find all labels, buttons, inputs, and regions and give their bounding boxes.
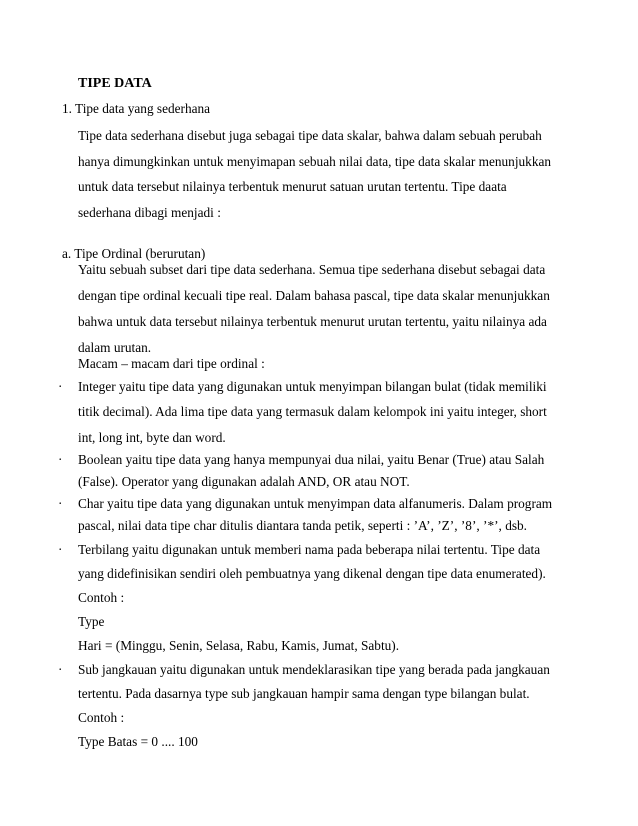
bullet-line: Char yaitu tipe data yang digunakan untuk menyimpan data alfanumeris. Dalam program [78,496,553,511]
paragraph-line: Macam – macam dari tipe ordinal : [78,356,265,371]
bullet-line: (False). Operator yang digunakan adalah AND, OR atau NOT. [78,474,410,489]
bullet-line: Contoh : [78,590,125,605]
bullet-line: Integer yaitu tipe data yang digunakan untuk menyimpan bilangan bulat (tidak memiliki [78,379,547,394]
page-title: TIPE DATA [78,76,152,91]
bullet-marker: · [58,452,63,467]
bullet-line: Type Batas = 0 .... 100 [78,734,198,749]
bullet-marker: · [58,496,63,511]
bullet-marker: · [58,379,63,394]
bullet-line: Type [78,614,105,629]
bullet-line: Terbilang yaitu digunakan untuk memberi nama pada beberapa nilai tertentu. Tipe data [78,542,541,557]
bullet-line: Hari = (Minggu, Senin, Selasa, Rabu, Kamis, Jumat, Sabtu). [78,638,400,653]
paragraph-line: Tipe data sederhana disebut juga sebagai tipe data skalar, bahwa dalam sebuah perubah [78,128,542,143]
bullet-marker: · [58,542,63,557]
paragraph-line: dengan tipe ordinal kecuali tipe real. Dalam bahasa pascal, tipe data skalar menunjukkan [78,288,550,303]
bullet-line: tertentu. Pada dasarnya type sub jangkauan hampir sama dengan type bilangan bulat. [78,686,530,701]
paragraph-line: Yaitu sebuah subset dari tipe data sederhana. Semua tipe sederhana disebut sebagai data [78,262,546,277]
paragraph-line: bahwa untuk data tersebut nilainya terbentuk menurut urutan tertentu, yaitu nilainya ada [78,314,547,329]
bullet-line: Sub jangkauan yaitu digunakan untuk mendeklarasikan tipe yang berada pada jangkauan [78,662,550,677]
bullet-line: titik decimal). Ada lima tipe data yang termasuk dalam kelompok ini yaitu integer, short [78,404,547,419]
paragraph-line: dalam urutan. [78,340,152,355]
bullet-line: pascal, nilai data tipe char ditulis diantara tanda petik, seperti : ’A’, ’Z’, ’8’, ’*’, dsb. [78,518,527,533]
paragraph-line: untuk data tersebut nilainya terbentuk menurut satuan urutan tertentu. Tipe daata [78,179,507,194]
bullet-marker: · [58,662,63,677]
bullet-line: Boolean yaitu tipe data yang hanya mempunyai dua nilai, yaitu Benar (True) atau Salah [78,452,545,467]
section-heading-a: a. Tipe Ordinal (berurutan) [62,246,206,261]
paragraph-line: sederhana dibagi menjadi : [78,205,221,220]
section-heading-1: 1. Tipe data yang sederhana [62,101,211,116]
bullet-line: yang didefinisikan sendiri oleh pembuatnya yang dikenal dengan tipe data enumerated). [78,566,546,581]
bullet-line: Contoh : [78,710,125,725]
bullet-line: int, long int, byte dan word. [78,430,226,445]
paragraph-line: hanya dimungkinkan untuk menyimapan sebuah nilai data, tipe data skalar menunjukkan [78,154,552,169]
